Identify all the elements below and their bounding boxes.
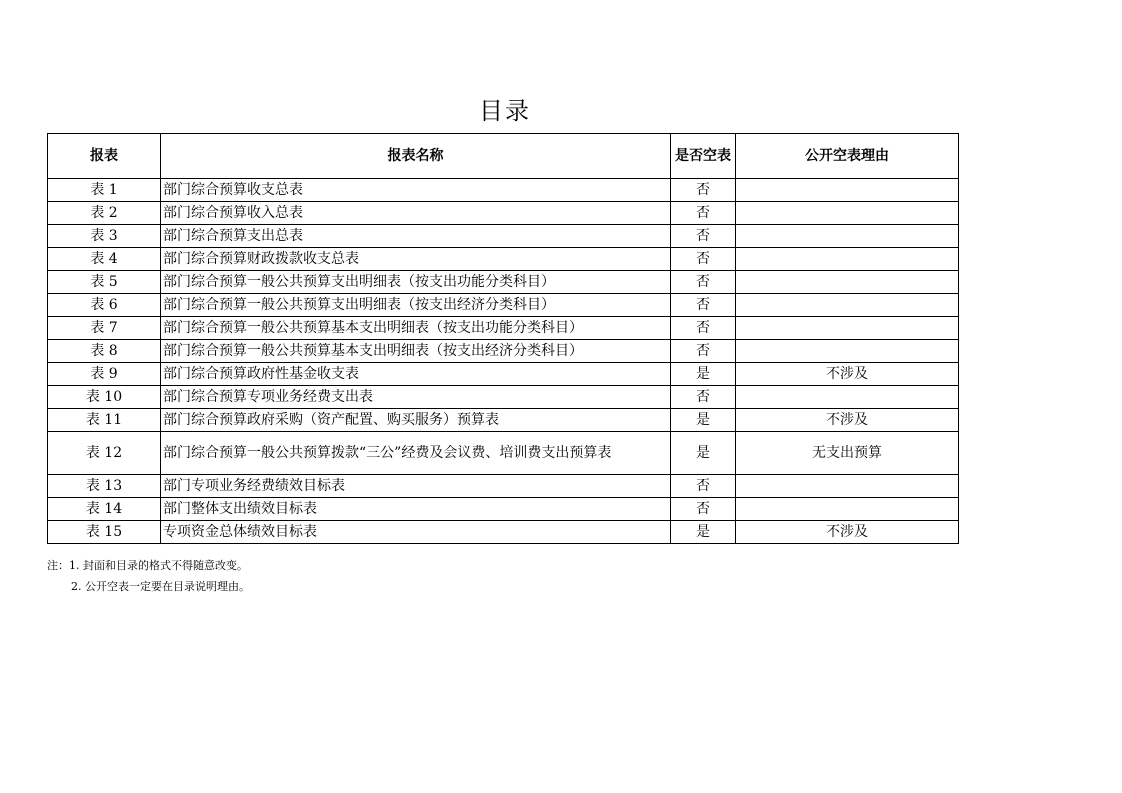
row-reason xyxy=(736,294,959,317)
row-code: 表 11 xyxy=(48,409,161,432)
row-is-empty: 否 xyxy=(671,340,736,363)
header-reason: 公开空表理由 xyxy=(736,134,959,179)
row-reason: 不涉及 xyxy=(736,521,959,544)
row-name: 部门专项业务经费绩效目标表 xyxy=(161,475,671,498)
row-is-empty: 否 xyxy=(671,317,736,340)
row-code: 表 10 xyxy=(48,386,161,409)
note-line: 2. 公开空表一定要在目录说明理由。 xyxy=(71,580,250,593)
row-reason xyxy=(736,271,959,294)
table-row xyxy=(48,294,959,317)
row-is-empty: 否 xyxy=(671,202,736,225)
table-row xyxy=(48,521,959,544)
row-name: 部门综合预算政府性基金收支表 xyxy=(161,363,671,386)
page-title: 目录 xyxy=(479,97,531,125)
row-code: 表 3 xyxy=(48,225,161,248)
row-code: 表 2 xyxy=(48,202,161,225)
row-is-empty: 否 xyxy=(671,271,736,294)
row-name: 部门综合预算一般公共预算基本支出明细表（按支出功能分类科目） xyxy=(161,317,671,340)
row-name: 部门综合预算收支总表 xyxy=(161,179,671,202)
row-is-empty: 是 xyxy=(671,363,736,386)
table-row xyxy=(48,179,959,202)
row-name: 部门综合预算支出总表 xyxy=(161,225,671,248)
notes xyxy=(47,555,250,597)
row-code: 表 1 xyxy=(48,179,161,202)
row-reason xyxy=(736,475,959,498)
row-is-empty: 否 xyxy=(671,498,736,521)
table-row xyxy=(48,225,959,248)
row-reason xyxy=(736,340,959,363)
row-reason: 不涉及 xyxy=(736,363,959,386)
row-is-empty: 是 xyxy=(671,521,736,544)
row-reason: 无支出预算 xyxy=(736,432,959,475)
row-is-empty: 否 xyxy=(671,386,736,409)
header-name: 报表名称 xyxy=(161,134,671,179)
row-reason xyxy=(736,202,959,225)
row-name: 部门综合预算财政拨款收支总表 xyxy=(161,248,671,271)
row-is-empty: 否 xyxy=(671,475,736,498)
row-name: 部门综合预算专项业务经费支出表 xyxy=(161,386,671,409)
row-name: 部门综合预算一般公共预算基本支出明细表（按支出经济分类科目） xyxy=(161,340,671,363)
table-row xyxy=(48,271,959,294)
row-is-empty: 否 xyxy=(671,225,736,248)
row-name: 部门综合预算政府采购（资产配置、购买服务）预算表 xyxy=(161,409,671,432)
row-code: 表 14 xyxy=(48,498,161,521)
row-code: 表 8 xyxy=(48,340,161,363)
table-row xyxy=(48,340,959,363)
row-code: 表 7 xyxy=(48,317,161,340)
header-is-empty: 是否空表 xyxy=(671,134,736,179)
toc-table xyxy=(47,133,959,544)
row-name: 部门综合预算收入总表 xyxy=(161,202,671,225)
row-code: 表 12 xyxy=(48,432,161,475)
table-row xyxy=(48,475,959,498)
row-code: 表 9 xyxy=(48,363,161,386)
row-code: 表 5 xyxy=(48,271,161,294)
table-row xyxy=(48,409,959,432)
row-reason xyxy=(736,498,959,521)
row-reason xyxy=(736,225,959,248)
row-reason xyxy=(736,386,959,409)
table-row xyxy=(48,248,959,271)
row-name: 部门综合预算一般公共预算拨款“三公”经费及会议费、培训费支出预算表 xyxy=(161,432,671,475)
row-is-empty: 否 xyxy=(671,179,736,202)
table-row xyxy=(48,432,959,475)
row-reason: 不涉及 xyxy=(736,409,959,432)
row-reason xyxy=(736,317,959,340)
table-row xyxy=(48,202,959,225)
row-reason xyxy=(736,179,959,202)
row-code: 表 4 xyxy=(48,248,161,271)
table-row xyxy=(48,498,959,521)
row-name: 部门综合预算一般公共预算支出明细表（按支出经济分类科目） xyxy=(161,294,671,317)
table-header-row xyxy=(48,134,959,179)
table-row xyxy=(48,363,959,386)
row-name: 部门综合预算一般公共预算支出明细表（按支出功能分类科目） xyxy=(161,271,671,294)
table-row xyxy=(48,386,959,409)
row-reason xyxy=(736,248,959,271)
row-name: 专项资金总体绩效目标表 xyxy=(161,521,671,544)
row-name: 部门整体支出绩效目标表 xyxy=(161,498,671,521)
row-is-empty: 否 xyxy=(671,248,736,271)
row-is-empty: 是 xyxy=(671,432,736,475)
row-is-empty: 是 xyxy=(671,409,736,432)
header-code: 报表 xyxy=(48,134,161,179)
note-line: 注：1. 封面和目录的格式不得随意改变。 xyxy=(47,559,248,572)
table-row xyxy=(48,317,959,340)
row-code: 表 13 xyxy=(48,475,161,498)
row-is-empty: 否 xyxy=(671,294,736,317)
row-code: 表 15 xyxy=(48,521,161,544)
row-code: 表 6 xyxy=(48,294,161,317)
